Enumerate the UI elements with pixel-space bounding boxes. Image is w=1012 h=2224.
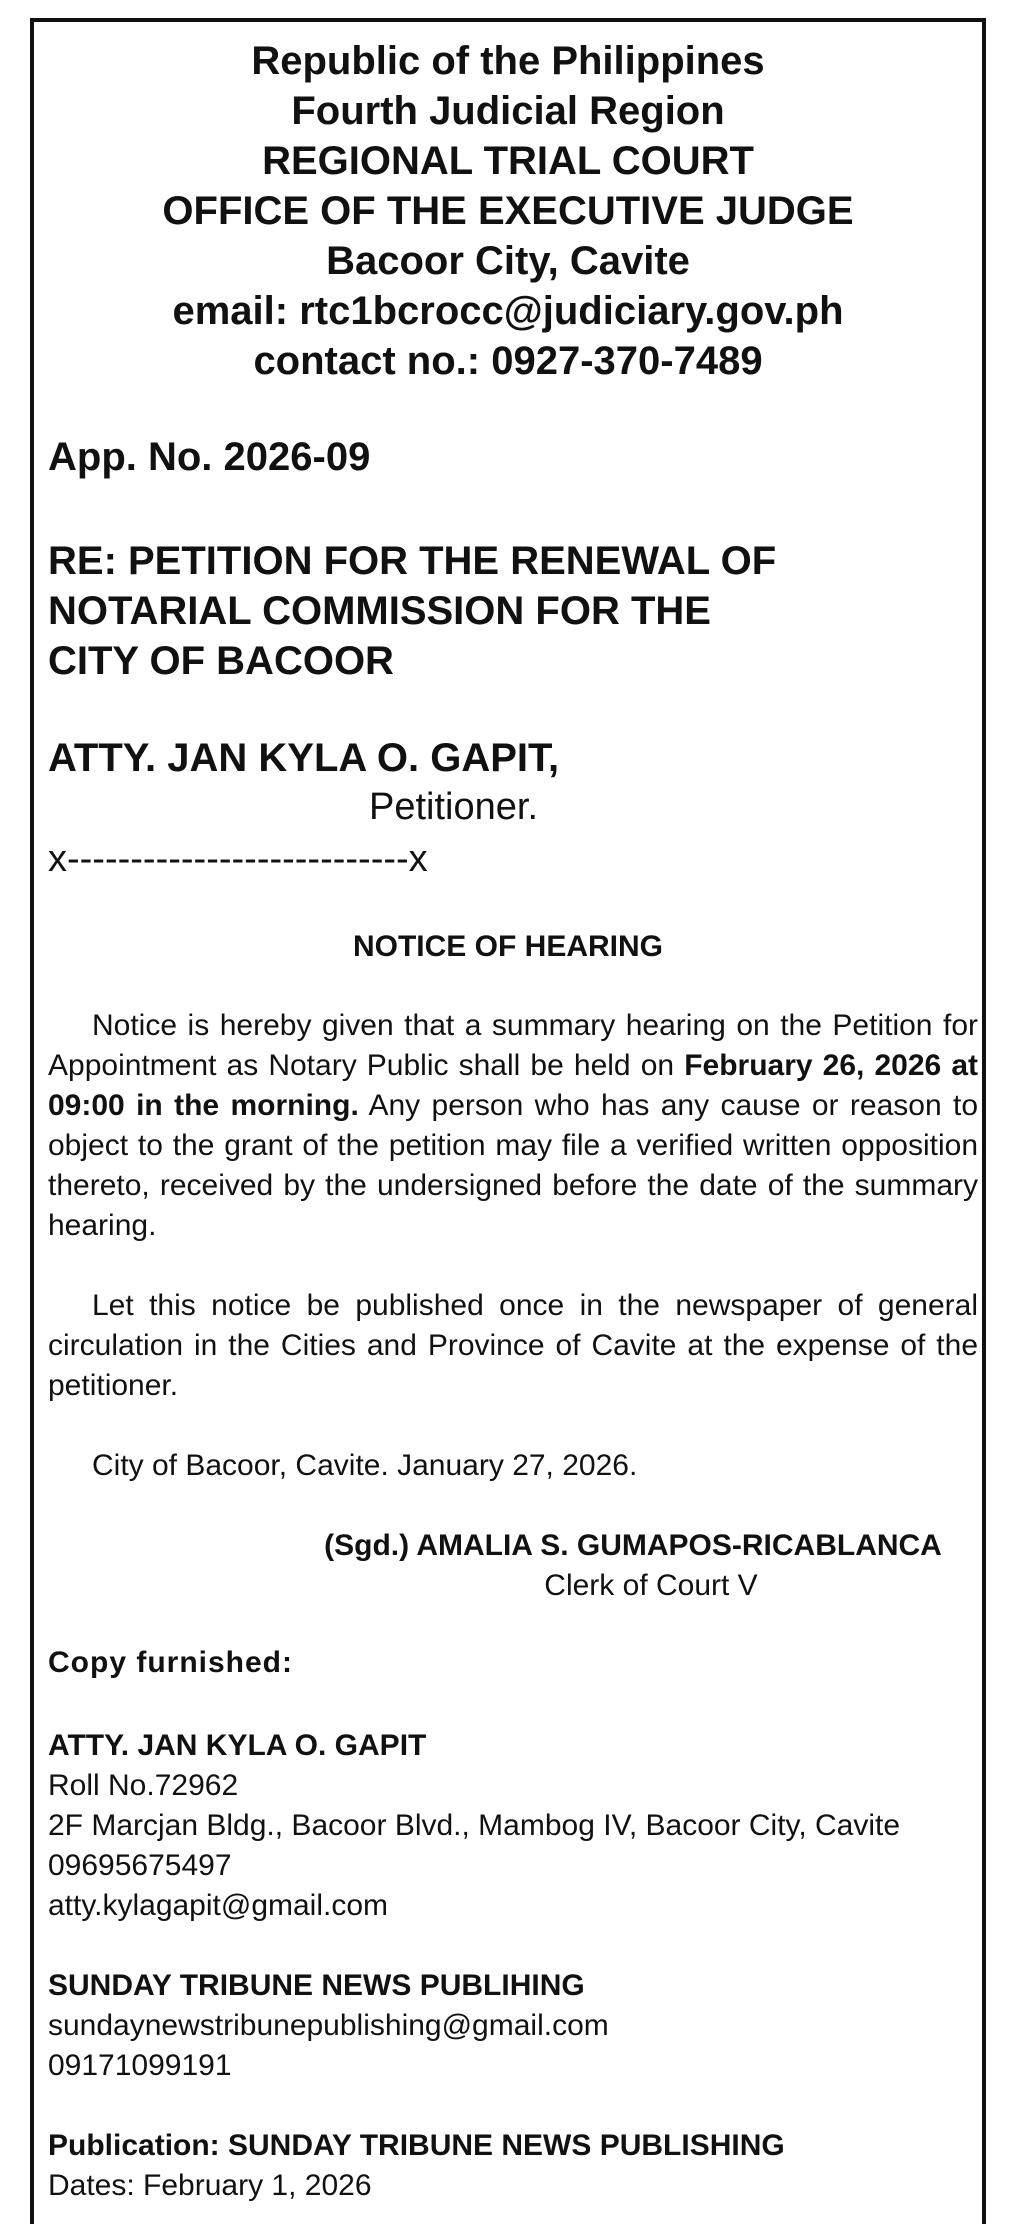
header-line-republic: Republic of the Philippines [251, 39, 765, 83]
recipient-address: 2F Marcjan Bldg., Bacoor Blvd., Mambog IV, Bacoor City, Cavite [48, 1809, 901, 1842]
recipient-roll: Roll No.72962 [48, 1769, 239, 1802]
header-line-region: Fourth Judicial Region [291, 89, 725, 133]
hearing-text-start: Notice is hereby given that a summary hearing on the Petition for Appointment as Notary Public shall be held on [48, 1009, 978, 1082]
notice-place-date [48, 1446, 978, 1486]
header-line-email: email: rtc1bcrocc@judiciary.gov.ph [172, 289, 844, 333]
header-line-office: OFFICE OF THE EXECUTIVE JUDGE [162, 189, 854, 233]
publication-publisher: SUNDAY TRIBUNE NEWS PUBLISHING [228, 2129, 785, 2162]
header-line-contact: contact no.: 0927-370-7489 [253, 339, 763, 383]
recipient-name: SUNDAY TRIBUNE NEWS PUBLIHING [48, 1969, 585, 2002]
signature-block [288, 1526, 978, 1606]
publication-text: Let this notice be published once in the newspaper of general circulation in the Cities and Province of Cavite at the expense of the petitioner. [48, 1289, 978, 1402]
recipient-phone: 09695675497 [48, 1849, 232, 1882]
case-subject-line: NOTARIAL COMMISSION FOR THE [48, 589, 711, 633]
signatory-title: Clerk of Court V [544, 1569, 758, 1602]
hearing-date: February 26, 2026 at 09:00 in the morning. [48, 1049, 978, 1122]
petitioner-name: ATTY. JAN KYLA O. GAPIT, [48, 736, 560, 780]
petitioner-role: Petitioner. [369, 786, 538, 828]
header-line-court: REGIONAL TRIAL COURT [262, 139, 754, 183]
publication-info [48, 2126, 978, 2206]
case-subject [48, 536, 978, 686]
case-subject-line: CITY OF BACOOR [48, 639, 394, 683]
publication-dates: Dates: February 1, 2026 [48, 2169, 372, 2202]
copy-furnished-label: Copy furnished: [48, 1646, 293, 1679]
signatory-name: (Sgd.) AMALIA S. GUMAPOS-RICABLANCA [324, 1529, 942, 1562]
notice-paragraph-hearing [48, 1006, 978, 1246]
caption-separator: x---------------------------x [48, 838, 428, 880]
application-number: App. No. 2026-09 [48, 435, 371, 479]
place-date-text: City of Bacoor, Cavite. January 27, 2026. [92, 1449, 638, 1482]
recipient-name: ATTY. JAN KYLA O. GAPIT [48, 1729, 427, 1762]
court-header [30, 36, 986, 386]
publication-line [48, 2126, 978, 2166]
recipient-publisher [48, 1966, 978, 2086]
notice-title: NOTICE OF HEARING [352, 930, 663, 963]
recipient-phone: 09171099191 [48, 2049, 232, 2082]
recipient-email: sundaynewstribunepublishing@gmail.com [48, 2009, 609, 2042]
recipient-petitioner [48, 1726, 978, 1926]
case-subject-line: RE: PETITION FOR THE RENEWAL OF [48, 539, 777, 583]
hearing-text-end: Any person who has any cause or reason to object to the grant of the petition may file a verified written opposition thereto, received by the undersigned before the date of the summary hearing. [48, 1089, 978, 1242]
publication-label: Publication: [48, 2129, 228, 2162]
header-line-city: Bacoor City, Cavite [326, 239, 690, 283]
notice-paragraph-publication [48, 1286, 978, 1406]
recipient-email: atty.kylagapit@gmail.com [48, 1889, 389, 1922]
